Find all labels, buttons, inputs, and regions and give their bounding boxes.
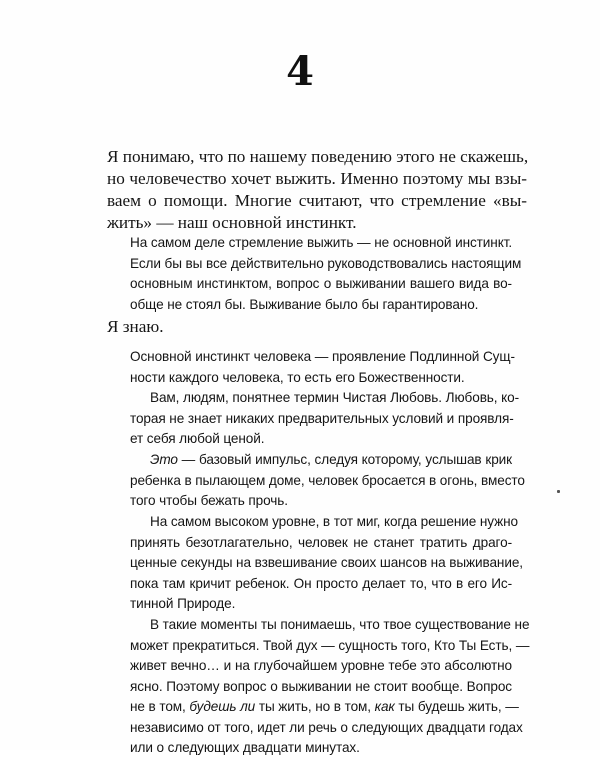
text-line: может прекратиться. Твой дух — сущность того, Кто Ты Есть, —	[130, 637, 530, 653]
text-line: На самом деле стремление выжить — не основной инстинкт.	[130, 235, 512, 250]
text-fragment: ты жить, но в том,	[255, 699, 375, 714]
dialogue-question-1	[107, 146, 527, 234]
text-line: Вам, людям, понятнее термин Чистая Любовь. Любовь, ко-	[150, 390, 520, 405]
emphasis-text: как	[374, 699, 395, 714]
text-line: Основной инстинкт человека — проявление Подлинной Сущ-	[130, 349, 515, 364]
text-line: основным инстинктом, вопрос о выживании вашего вида во-	[130, 276, 512, 291]
text-line	[130, 450, 512, 471]
text-fragment: ты будешь жить, —	[394, 699, 519, 714]
dialogue-answer-3	[130, 388, 520, 450]
emphasis-text: будешь ли	[189, 699, 256, 714]
text-line: ясно. Поэтому вопрос о выживании не стоит вообще. Вопрос	[130, 678, 512, 694]
scan-dot	[557, 490, 560, 493]
dialogue-answer-6	[130, 615, 530, 759]
text-line	[130, 697, 519, 718]
text-line: торая не знает никаких предварительных условий и проявля-	[130, 410, 514, 426]
text-line: ваем о помощи. Многие считают, что стремление «вы-	[107, 191, 527, 210]
text-line: жить» — наш основной инстинкт.	[107, 213, 357, 232]
chapter-number: 4	[286, 48, 314, 95]
text-line: На самом высоком уровне, в тот миг, когда решение нужно	[150, 514, 518, 529]
text-line: того чтобы бежать прочь.	[130, 493, 288, 508]
text-line: принять безотлагательно, человек не станет тратить драго-	[130, 534, 512, 550]
text-line: или о следующих двадцати минутах.	[130, 740, 360, 755]
text-line: ет себя любой ценой.	[130, 431, 265, 446]
text-line: В такие моменты ты понимаешь, что твое существование не	[150, 617, 530, 632]
text-line: тинной Природе.	[130, 596, 236, 611]
emphasis-text: Это	[150, 452, 178, 467]
text-line: Если бы вы все действительно руководствовались настоящим	[130, 255, 522, 271]
text-line: Я знаю.	[107, 317, 164, 336]
text-line: Я понимаю, что по нашему поведению этого не скажешь,	[107, 147, 529, 166]
dialogue-answer-1	[130, 233, 522, 315]
text-fragment: не в том,	[130, 699, 190, 714]
text-line: ребенка в пылающем доме, человек бросается в огонь, вместо	[130, 472, 525, 488]
text-line: но человечество хочет выжить. Именно поэтому мы взы-	[107, 169, 527, 188]
text-fragment: — базовый импульс, следуя которому, услышав крик	[177, 452, 512, 467]
text-line: независимо от того, идет ли речь о следующих двадцати годах	[130, 719, 523, 735]
dialogue-question-2	[107, 316, 527, 338]
text-line: пока там кричит ребенок. Он просто делает то, что в его Ис-	[130, 575, 512, 591]
dialogue-answer-2	[130, 347, 515, 388]
dialogue-answer-4	[130, 450, 525, 512]
text-line: живет вечно… и на глубочайшем уровне тебе это абсолютно	[130, 658, 512, 673]
text-line: ности каждого человека, то есть его Божественности.	[130, 369, 465, 385]
text-line: ценные секунды на взвешивание своих шансов на выживание,	[130, 555, 523, 570]
text-line: обще не стоял бы. Выживание было бы гарантировано.	[130, 296, 479, 312]
dialogue-answer-5	[130, 512, 523, 615]
